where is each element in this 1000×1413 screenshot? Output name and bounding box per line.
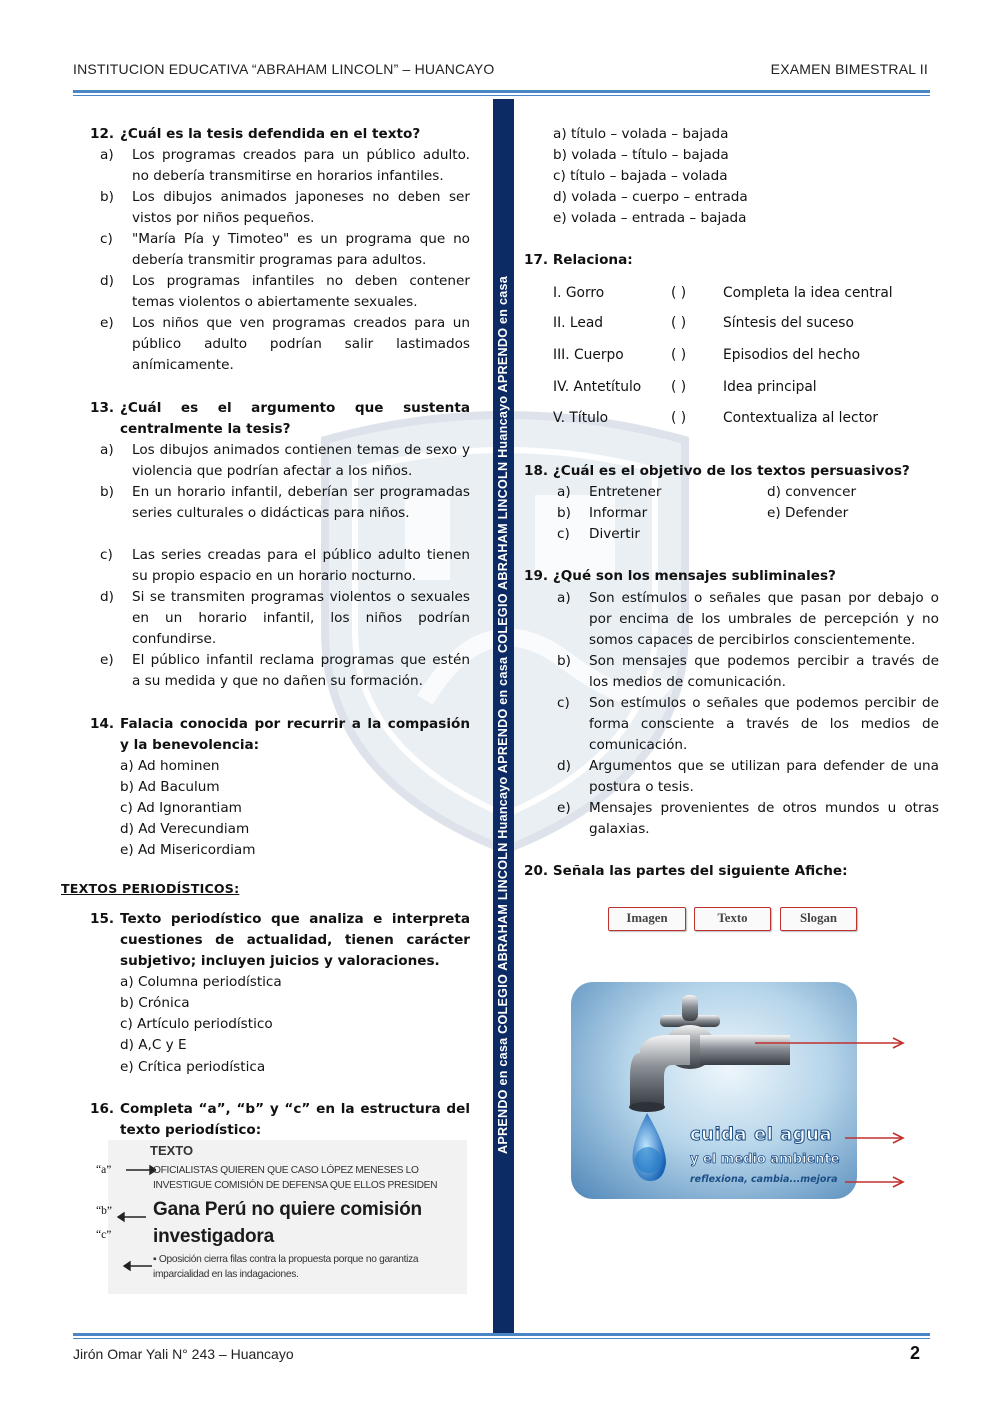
q14-option-a: a) Ad hominen xyxy=(120,758,220,774)
header-rule-thin xyxy=(73,95,930,96)
option-letter: d) xyxy=(100,273,114,289)
option-letter: c) xyxy=(557,526,570,542)
option-letter: b) xyxy=(100,484,114,500)
footer-rule-thin xyxy=(73,1338,930,1339)
q15-option-d: d) A,C y E xyxy=(120,1037,187,1053)
relate-left: III. Cuerpo xyxy=(553,347,624,363)
q19-option-c xyxy=(557,693,939,756)
option-letter: d) xyxy=(100,589,114,605)
option-text: Los programas infantiles no deben contener temas violentos o abiertamente sexuales. xyxy=(132,273,470,310)
option-letter: a) xyxy=(557,484,571,500)
question-12 xyxy=(90,124,470,145)
option-text: Los dibujos animados japoneses no deben ser vistos por niños pequeños. xyxy=(132,189,470,226)
option-text: Son estímulos o señales que pasan por debajo o por encima de los umbrales de percepción y no somos capaces de percibirlos conscientemente. xyxy=(589,590,939,648)
option-letter: c) xyxy=(100,231,113,247)
label-a: “a” xyxy=(96,1164,112,1176)
option-letter: a) xyxy=(100,147,114,163)
option-text: Los dibujos animados contienen temas de sexo y violencia que podrían afectar a los niños. xyxy=(132,442,470,479)
relate-right: Síntesis del suceso xyxy=(723,315,854,331)
question-number: 20. xyxy=(524,863,549,879)
relate-right: Completa la idea central xyxy=(723,285,893,301)
question-17 xyxy=(524,250,944,271)
q14-option-d: d) Ad Verecundiam xyxy=(120,821,250,837)
relate-left: II. Lead xyxy=(553,315,604,331)
option-text: Los programas creados para un público adulto. no debería transmitirse en horarios infantiles. xyxy=(132,147,470,184)
option-letter: a) xyxy=(100,442,114,458)
question-number: 19. xyxy=(524,568,549,584)
footer-address: Jirón Omar Yali N° 243 – Huancayo xyxy=(73,1346,294,1362)
tag-texto[interactable]: Texto xyxy=(694,907,771,931)
question-text: Completa “a”, “b” y “c” en la estructura del texto periodístico: xyxy=(120,1101,470,1138)
sidebar-text: APRENDO en casa COLEGIO ABRAHAM LINCOLN Huancayo APRENDO en casa COLEGIO ABRAHAM LINCOLN Huancayo APRENDO en casa xyxy=(496,276,510,1155)
q15-option-c: c) Artículo periodístico xyxy=(120,1016,273,1032)
q12-option-b xyxy=(100,187,470,229)
q15-option-e: e) Crítica periodística xyxy=(120,1059,266,1075)
option-text: Las series creadas para el público adulto tienen su propio espacio en un horario nocturno. xyxy=(132,547,470,584)
relate-blank[interactable]: ( ) xyxy=(671,410,687,426)
footer-rule xyxy=(73,1333,930,1336)
option-text: Si se transmiten programas violentos o sexuales en un horario infantil, los niños podrían confundirse. xyxy=(132,589,470,647)
poster-text-line2: y el medio ambiente xyxy=(690,1152,840,1167)
question-number: 17. xyxy=(524,252,549,268)
question-text: ¿Qué son los mensajes subliminales? xyxy=(552,568,836,584)
q19-option-b xyxy=(557,651,939,693)
option-letter: b) xyxy=(100,189,114,205)
question-18 xyxy=(524,461,944,482)
page-number: 2 xyxy=(909,1343,920,1363)
q18-option-b xyxy=(557,503,648,524)
question-number: 14. xyxy=(90,716,115,732)
q19-option-e xyxy=(557,798,939,840)
q13-option-c xyxy=(100,545,470,587)
q18-option-d: d) convencer xyxy=(767,484,857,500)
q18-option-e: e) Defender xyxy=(767,505,849,521)
relate-left: IV. Antetítulo xyxy=(553,379,642,395)
question-text: ¿Cuál es el objetivo de los textos persuasivos? xyxy=(552,463,910,479)
relate-right: Idea principal xyxy=(723,379,817,395)
poster-text-line1: cuida el agua xyxy=(690,1124,833,1145)
figure-bajada: ▪ Oposición cierra filas contra la propuesta porque no garantiza imparcialidad en las indagaciones. xyxy=(153,1254,419,1280)
option-letter: b) xyxy=(557,653,571,669)
option-letter: e) xyxy=(100,652,114,668)
figure-titulo: Gana Perú no quiere comisión investigadora xyxy=(153,1199,422,1247)
question-number: 13. xyxy=(90,400,115,416)
q13-option-e xyxy=(100,650,470,692)
header-exam-title: EXAMEN BIMESTRAL II xyxy=(770,61,928,77)
question-20 xyxy=(524,861,944,882)
q14-option-c: c) Ad Ignorantiam xyxy=(120,800,242,816)
tag-imagen[interactable]: Imagen xyxy=(608,907,686,931)
relate-blank[interactable]: ( ) xyxy=(671,285,687,301)
q14-option-b: b) Ad Baculum xyxy=(120,779,220,795)
option-text: "María Pía y Timoteo" es un programa que no debería transmitir programas para adultos. xyxy=(132,231,470,268)
option-text: Mensajes provenientes de otros mundos u otras galaxias. xyxy=(589,800,939,837)
question-text: Falacia conocida por recurrir a la compasión y la benevolencia: xyxy=(120,716,470,753)
q13-option-d xyxy=(100,587,470,650)
option-letter: e) xyxy=(100,315,114,331)
q19-option-d xyxy=(557,756,939,798)
relate-right: Contextualiza al lector xyxy=(723,410,879,426)
header-rule xyxy=(73,90,930,93)
q15-option-a: a) Columna periodística xyxy=(120,974,282,990)
question-text: Relaciona: xyxy=(552,252,633,268)
q18-option-c xyxy=(557,524,640,545)
q14-option-e: e) Ad Misericordiam xyxy=(120,842,256,858)
question-14 xyxy=(90,714,470,756)
q12-option-a xyxy=(100,145,470,187)
relate-blank[interactable]: ( ) xyxy=(671,347,687,363)
q15-option-b: b) Crónica xyxy=(120,995,190,1011)
relate-blank[interactable]: ( ) xyxy=(671,315,687,331)
question-text: ¿Cuál es el argumento que sustenta centralmente la tesis? xyxy=(120,400,470,437)
q16-option-d: d) volada – cuerpo – entrada xyxy=(553,189,748,205)
question-16 xyxy=(90,1099,470,1141)
option-text: Informar xyxy=(589,505,648,521)
q13-option-b xyxy=(100,482,470,524)
relate-right: Episodios del hecho xyxy=(723,347,861,363)
question-number: 18. xyxy=(524,463,549,479)
option-text: Argumentos que se utilizan para defender de una postura o tesis. xyxy=(589,758,939,795)
q18-option-a xyxy=(557,482,662,503)
figure-volada: OFICIALISTAS QUIEREN QUE CASO LÓPEZ MENESES LO INVESTIGUE COMISIÓN DE DEFENSA QUE ELLOS PRESIDEN xyxy=(153,1165,438,1191)
option-text: Son estímulos o señales que podemos percibir de forma consciente a través de los medios de comunicación. xyxy=(589,695,939,753)
label-c: “c” xyxy=(96,1229,112,1241)
poster-slogan: reflexiona, cambia...mejora xyxy=(690,1174,838,1185)
question-13 xyxy=(90,398,470,440)
q16-option-c: c) título – bajada – volada xyxy=(553,168,728,184)
question-text: Texto periodístico que analiza e interpreta cuestiones de actualidad, tienen carácter subjetivo; incluyen juicios y valoraciones. xyxy=(120,911,470,969)
relate-left: I. Gorro xyxy=(553,285,605,301)
q12-option-d xyxy=(100,271,470,313)
question-number: 15. xyxy=(90,911,115,927)
option-letter: d) xyxy=(557,758,571,774)
option-letter: e) xyxy=(557,800,571,816)
option-text: Son mensajes que podemos percibir a través de los medios de comunicación. xyxy=(589,653,939,690)
question-number: 16. xyxy=(90,1101,115,1117)
relate-blank[interactable]: ( ) xyxy=(671,379,687,395)
q19-option-a xyxy=(557,588,939,651)
q13-option-a xyxy=(100,440,470,482)
q16-option-a: a) título – volada – bajada xyxy=(553,126,729,142)
tag-slogan[interactable]: Slogan xyxy=(780,907,857,931)
label-b: “b” xyxy=(96,1205,112,1217)
option-letter: c) xyxy=(557,695,570,711)
poster-arrows xyxy=(755,1030,910,1195)
q16-option-e: e) volada – entrada – bajada xyxy=(553,210,747,226)
header-institution: INSTITUCION EDUCATIVA “ABRAHAM LINCOLN” – HUANCAYO xyxy=(73,61,495,77)
figure-arrows xyxy=(116,1160,156,1280)
option-text: Divertir xyxy=(589,526,640,542)
q16-option-b: b) volada – título – bajada xyxy=(553,147,729,163)
relate-left: V. Título xyxy=(553,410,609,426)
q12-option-c xyxy=(100,229,470,271)
question-15 xyxy=(90,909,470,972)
option-text: Entretener xyxy=(589,484,662,500)
option-text: El público infantil reclama programas que estén a su medida y que no dañen su formación. xyxy=(132,652,470,689)
question-text: ¿Cuál es la tesis defendida en el texto? xyxy=(120,126,421,142)
question-number: 12. xyxy=(90,126,115,142)
option-text: En un horario infantil, deberían ser programadas series culturales o didácticas para niños. xyxy=(132,484,470,521)
option-text: Los niños que ven programas creados para un público adulto podrían salir lastimados anímicamente. xyxy=(132,315,470,373)
figure-heading: TEXTO xyxy=(150,1143,194,1158)
question-text: Señala las partes del siguiente Afiche: xyxy=(552,863,848,879)
q12-option-e xyxy=(100,313,470,376)
question-19 xyxy=(524,566,944,587)
section-title: TEXTOS PERIODÍSTICOS: xyxy=(61,881,240,896)
option-letter: c) xyxy=(100,547,113,563)
option-letter: b) xyxy=(557,505,571,521)
option-letter: a) xyxy=(557,590,571,606)
